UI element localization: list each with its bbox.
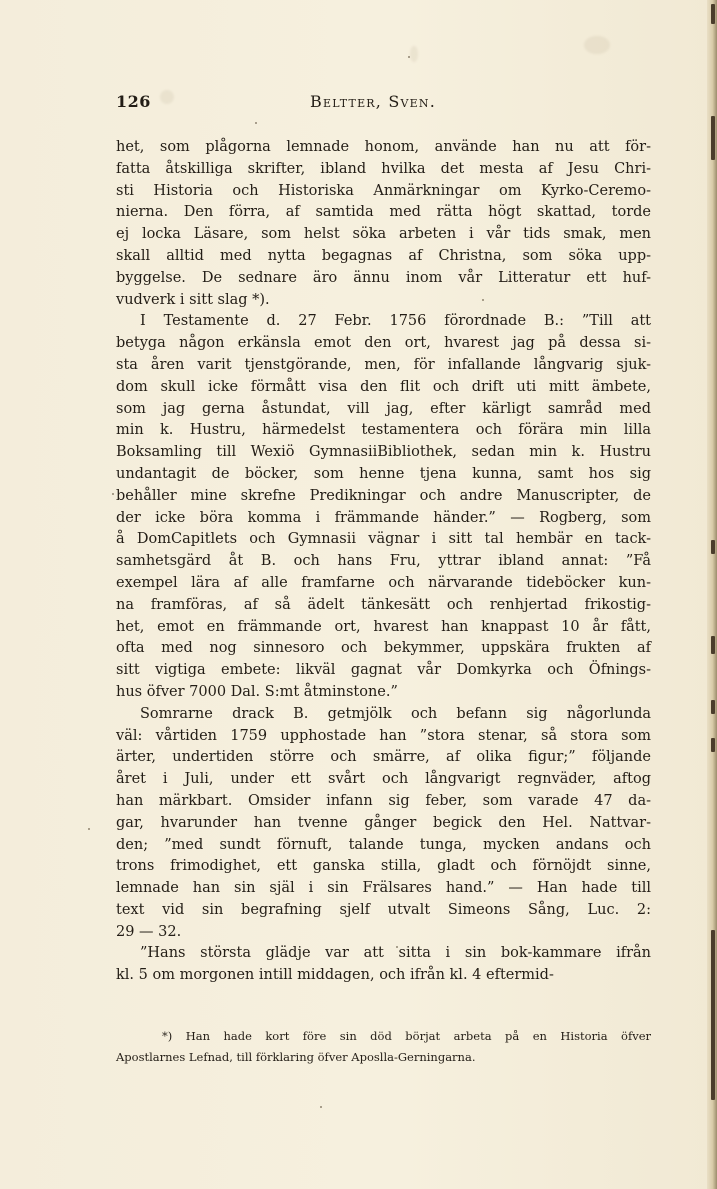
page-number: 126 bbox=[116, 92, 151, 111]
paper-speck bbox=[320, 1106, 322, 1108]
edge-mark bbox=[711, 636, 715, 654]
text-line: samhetsgärd åt B. och hans Fru, yttrar ibland annat: ”Få bbox=[116, 553, 651, 570]
running-head: Beltter, Sven. bbox=[310, 92, 437, 111]
text-line: fatta åtskilliga skrifter, ibland hvilka det mesta af Jesu Chri- bbox=[116, 160, 651, 177]
page-edge bbox=[707, 0, 717, 1189]
edge-mark bbox=[711, 930, 715, 1100]
text-line: året i Juli, under ett svårt och långvarigt regnväder, aftog bbox=[116, 771, 651, 788]
text-line: exempel lära af alle framfarne och närvarande tideböcker kun- bbox=[116, 574, 651, 591]
text-line: het, emot en främmande ort, hvarest han knappast 10 år fått, bbox=[116, 618, 651, 635]
main-text bbox=[116, 137, 651, 987]
text-line: byggelse. De sednare äro ännu inom vår Litteratur ett huf- bbox=[116, 269, 651, 286]
text-line: Somrarne drack B. getmjölk och befann sig någorlunda bbox=[140, 705, 651, 722]
text-line: å DomCapitlets och Gymnasii vägnar i sitt tal hembär en tack- bbox=[116, 531, 651, 548]
text-line: skall alltid med nytta begagnas af Christna, som söka upp- bbox=[116, 247, 651, 264]
text-line: sitt vigtiga embete: likväl gagnat vår Domkyrka och Öfnings- bbox=[116, 662, 651, 679]
edge-mark bbox=[711, 738, 715, 752]
text-line: ”Hans största glädje var att sitta i sin bok-kammare ifrån bbox=[140, 945, 651, 962]
text-line: min k. Hustru, härmedelst testamentera och förära min lilla bbox=[116, 422, 651, 439]
text-line: behåller mine skrefne Predikningar och andre Manuscripter, de bbox=[116, 487, 651, 504]
text-line: na framföras, af så ädelt tänkesätt och renhjertad frikostig- bbox=[116, 596, 651, 613]
paper-speck bbox=[408, 56, 410, 58]
footnotes bbox=[116, 1026, 651, 1068]
paper-stain bbox=[410, 46, 418, 62]
page-header bbox=[116, 92, 648, 116]
text-line: sti Historia och Historiska Anmärkningar om Kyrko-Ceremo- bbox=[116, 182, 651, 199]
text-line: 29 — 32. bbox=[116, 923, 182, 940]
text-line: undantagit de böcker, som henne tjena kunna, samt hos sig bbox=[116, 465, 651, 482]
paper-speck bbox=[112, 493, 114, 495]
text-line: hus öfver 7000 Dal. S:mt åtminstone.” bbox=[116, 683, 398, 700]
text-line: han märkbart. Omsider infann sig feber, som varade 47 da- bbox=[116, 792, 651, 809]
text-line: het, som plågorna lemnade honom, använde han nu att för- bbox=[116, 139, 651, 155]
paper-speck bbox=[88, 828, 90, 830]
text-line: gar, hvarunder han tvenne gånger begick den Hel. Nattvar- bbox=[116, 814, 651, 831]
text-line: Boksamling till Wexiö GymnasiiBibliothek, sedan min k. Hustru bbox=[116, 444, 651, 461]
text-line: kl. 5 om morgonen intill middagen, och ifrån kl. 4 eftermid- bbox=[116, 967, 554, 984]
text-line: som jag gerna åstundat, vill jag, efter kärligt samråd med bbox=[116, 400, 651, 417]
text-line: väl: vårtiden 1759 upphostade han ”stora stenar, så stora som bbox=[116, 727, 651, 744]
edge-mark bbox=[711, 700, 715, 714]
text-line: dom skull icke förmått visa den flit och drift uti mitt ämbete, bbox=[116, 378, 651, 395]
text-line: den; ”med sundt förnuft, talande tunga, mycken andans och bbox=[116, 836, 651, 853]
text-line: ej locka Läsare, som helst söka arbeten i vår tids smak, men bbox=[116, 226, 651, 243]
text-line: der icke böra komma i främmande händer.” — Rogberg, som bbox=[116, 509, 651, 526]
text-line: lemnade han sin själ i sin Frälsares hand.” — Han hade till bbox=[116, 880, 651, 897]
text-line: betyga någon erkänsla emot den ort, hvarest jag på dessa si- bbox=[116, 335, 651, 352]
text-line: vudverk i sitt slag *). bbox=[116, 291, 270, 308]
text-line: text vid sin begrafning sjelf utvalt Simeons Sång, Luc. 2: bbox=[116, 901, 651, 918]
text-line: I Testamente d. 27 Febr. 1756 förordnade B.: ”Till att bbox=[140, 313, 651, 330]
text-line: ärter, undertiden större och smärre, af olika figur;” följande bbox=[116, 749, 651, 766]
text-line: trons frimodighet, ett ganska stilla, gladt och förnöjdt sinne, bbox=[116, 858, 651, 875]
edge-mark bbox=[711, 540, 715, 554]
footnote-line: *) Han hade kort före sin död börjat arbeta på en Historia öfver bbox=[162, 1029, 651, 1043]
text-line: nierna. Den förra, af samtida med rätta högt skattad, torde bbox=[116, 204, 651, 221]
text-line: sta åren varit tjenstgörande, men, för infallande långvarig sjuk- bbox=[116, 356, 651, 373]
edge-mark bbox=[711, 116, 715, 160]
edge-mark bbox=[711, 4, 715, 24]
paper-stain bbox=[584, 36, 610, 54]
footnote-line: Apostlarnes Lefnad, till förklaring öfver Aposlla-Gerningarna. bbox=[116, 1050, 476, 1064]
text-line: ofta med nog sinnesoro och bekymmer, uppskära frukten af bbox=[116, 640, 651, 657]
paper-speck bbox=[255, 122, 257, 124]
